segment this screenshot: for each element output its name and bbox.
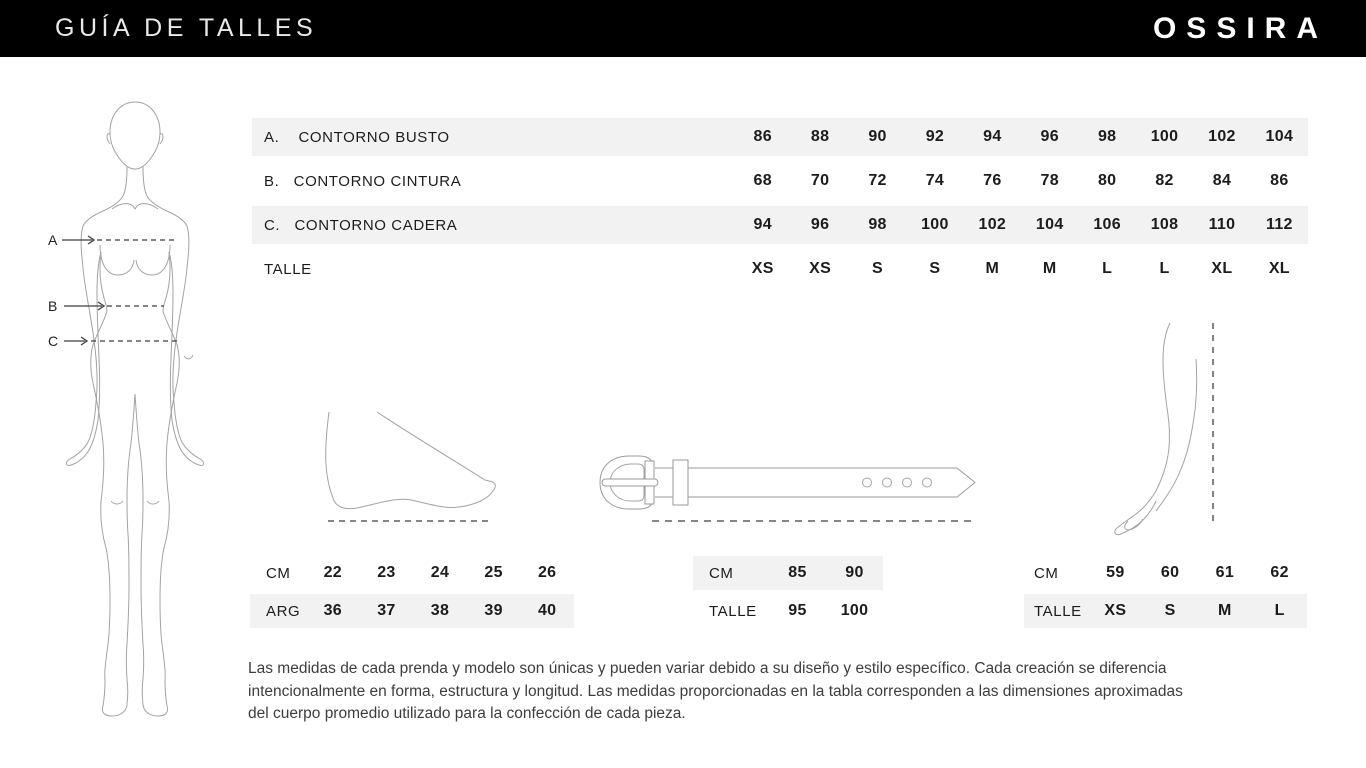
table-row-shoes-cm [250, 556, 574, 590]
size-value: 24 [430, 564, 450, 581]
size-value: 108 [1150, 216, 1179, 233]
size-value: 100 [1150, 128, 1179, 145]
size-value: 100 [921, 216, 949, 233]
size-value: S [929, 260, 941, 277]
size-value: 95 [788, 602, 807, 619]
size-value: 98 [868, 216, 887, 233]
row-label: ARG [266, 602, 301, 620]
disclaimer-line: Las medidas de cada prenda y modelo son únicas y pueden variar debido a su diseño y estilo específico. Cada creación se diferencia [248, 660, 1167, 677]
size-value: XL [1211, 260, 1233, 277]
disclaimer-text [248, 658, 1183, 726]
size-value: 85 [788, 564, 807, 581]
belt-illustration [595, 450, 980, 530]
disclaimer-line: del cuerpo promedio utilizado para la confección de cada pieza. [248, 705, 686, 722]
size-value: 94 [983, 128, 1002, 145]
size-value: 74 [925, 172, 945, 189]
size-value: XL [1268, 260, 1290, 277]
size-value: 72 [868, 172, 887, 189]
female-figure-illustration [40, 88, 240, 753]
table-row-bust [252, 118, 1308, 156]
size-value: M [1042, 260, 1057, 277]
table-row-talle [252, 250, 1308, 288]
belt-size-table [693, 556, 883, 632]
row-label: CM [709, 564, 734, 582]
size-value: 104 [1035, 216, 1064, 233]
size-value: 59 [1106, 564, 1125, 581]
size-value: 26 [537, 564, 557, 581]
row-label: B. CONTORNO CINTURA [264, 172, 462, 190]
size-value: XS [809, 260, 832, 277]
size-value: 39 [484, 602, 503, 619]
brand-logo: OSSIRA [1152, 11, 1328, 45]
size-value: 86 [753, 128, 772, 145]
shoe-size-table [250, 556, 574, 632]
size-value: 36 [323, 602, 342, 619]
size-value: M [1218, 602, 1232, 619]
body-measurements-table [252, 118, 1308, 294]
size-value: 102 [978, 216, 1007, 233]
size-value: 37 [377, 602, 396, 619]
foot-illustration [295, 398, 510, 530]
size-value: 68 [753, 172, 772, 189]
size-value: 104 [1265, 128, 1294, 145]
size-value: 23 [377, 564, 396, 581]
bust-line-label: A [48, 232, 58, 248]
size-value: 92 [925, 128, 945, 145]
size-value: 61 [1215, 564, 1235, 581]
size-value: 88 [810, 128, 830, 145]
size-value: S [872, 260, 883, 277]
row-label: A. CONTORNO BUSTO [264, 128, 450, 146]
size-value: L [1159, 260, 1170, 277]
size-value: 76 [983, 172, 1002, 189]
row-label: TALLE [1034, 602, 1082, 620]
size-value: 90 [845, 564, 864, 581]
row-label: TALLE [264, 260, 312, 278]
row-label: TALLE [709, 602, 757, 620]
size-value: 25 [484, 564, 503, 581]
size-value: 110 [1208, 216, 1236, 233]
size-value: S [1164, 602, 1176, 619]
size-value: 96 [1040, 128, 1059, 145]
size-value: L [1102, 260, 1113, 277]
size-value: 22 [323, 564, 342, 581]
table-row-sleeve-cm [1024, 556, 1307, 590]
row-label: CM [266, 564, 291, 582]
table-row-shoes-arg [250, 594, 574, 628]
size-value: 102 [1208, 128, 1236, 145]
size-value: 98 [1097, 128, 1117, 145]
row-label: CM [1034, 564, 1059, 582]
disclaimer-line: intencionalmente en forma, estructura y longitud. Las medidas proporcionadas en la tabla corresponden a las dimensiones aproximadas [248, 682, 1183, 700]
size-value: 80 [1097, 172, 1117, 189]
size-value: 100 [840, 602, 869, 619]
arm-illustration [1100, 315, 1230, 535]
table-row-belt-talle [693, 594, 883, 628]
size-value: 96 [810, 216, 830, 233]
size-value: 94 [753, 216, 772, 233]
row-label: C. CONTORNO CADERA [264, 216, 458, 234]
size-value: 112 [1266, 216, 1293, 233]
sleeve-size-table [1024, 556, 1307, 632]
size-value: 86 [1270, 172, 1289, 189]
header [0, 0, 1366, 57]
size-value: 38 [430, 602, 450, 619]
size-value: 40 [537, 602, 557, 619]
size-value: XS [751, 260, 774, 277]
waist-line-label: B [48, 298, 58, 314]
size-value: 82 [1155, 172, 1174, 189]
hip-line-label: C [48, 333, 59, 349]
table-row-hip [252, 206, 1308, 244]
table-row-waist [252, 162, 1308, 200]
size-value: XS [1104, 602, 1127, 619]
size-value: L [1274, 602, 1285, 619]
size-value: 78 [1040, 172, 1059, 189]
size-value: 84 [1212, 172, 1232, 189]
size-value: 70 [810, 172, 830, 189]
table-row-sleeve-talle [1024, 594, 1307, 628]
size-value: 106 [1093, 216, 1121, 233]
size-value: 60 [1160, 564, 1180, 581]
size-value: 62 [1270, 564, 1289, 581]
table-row-belt-cm [693, 556, 883, 590]
size-value: M [985, 260, 1000, 277]
size-value: 90 [868, 128, 887, 145]
page-title: GUÍA DE TALLES [55, 14, 318, 42]
